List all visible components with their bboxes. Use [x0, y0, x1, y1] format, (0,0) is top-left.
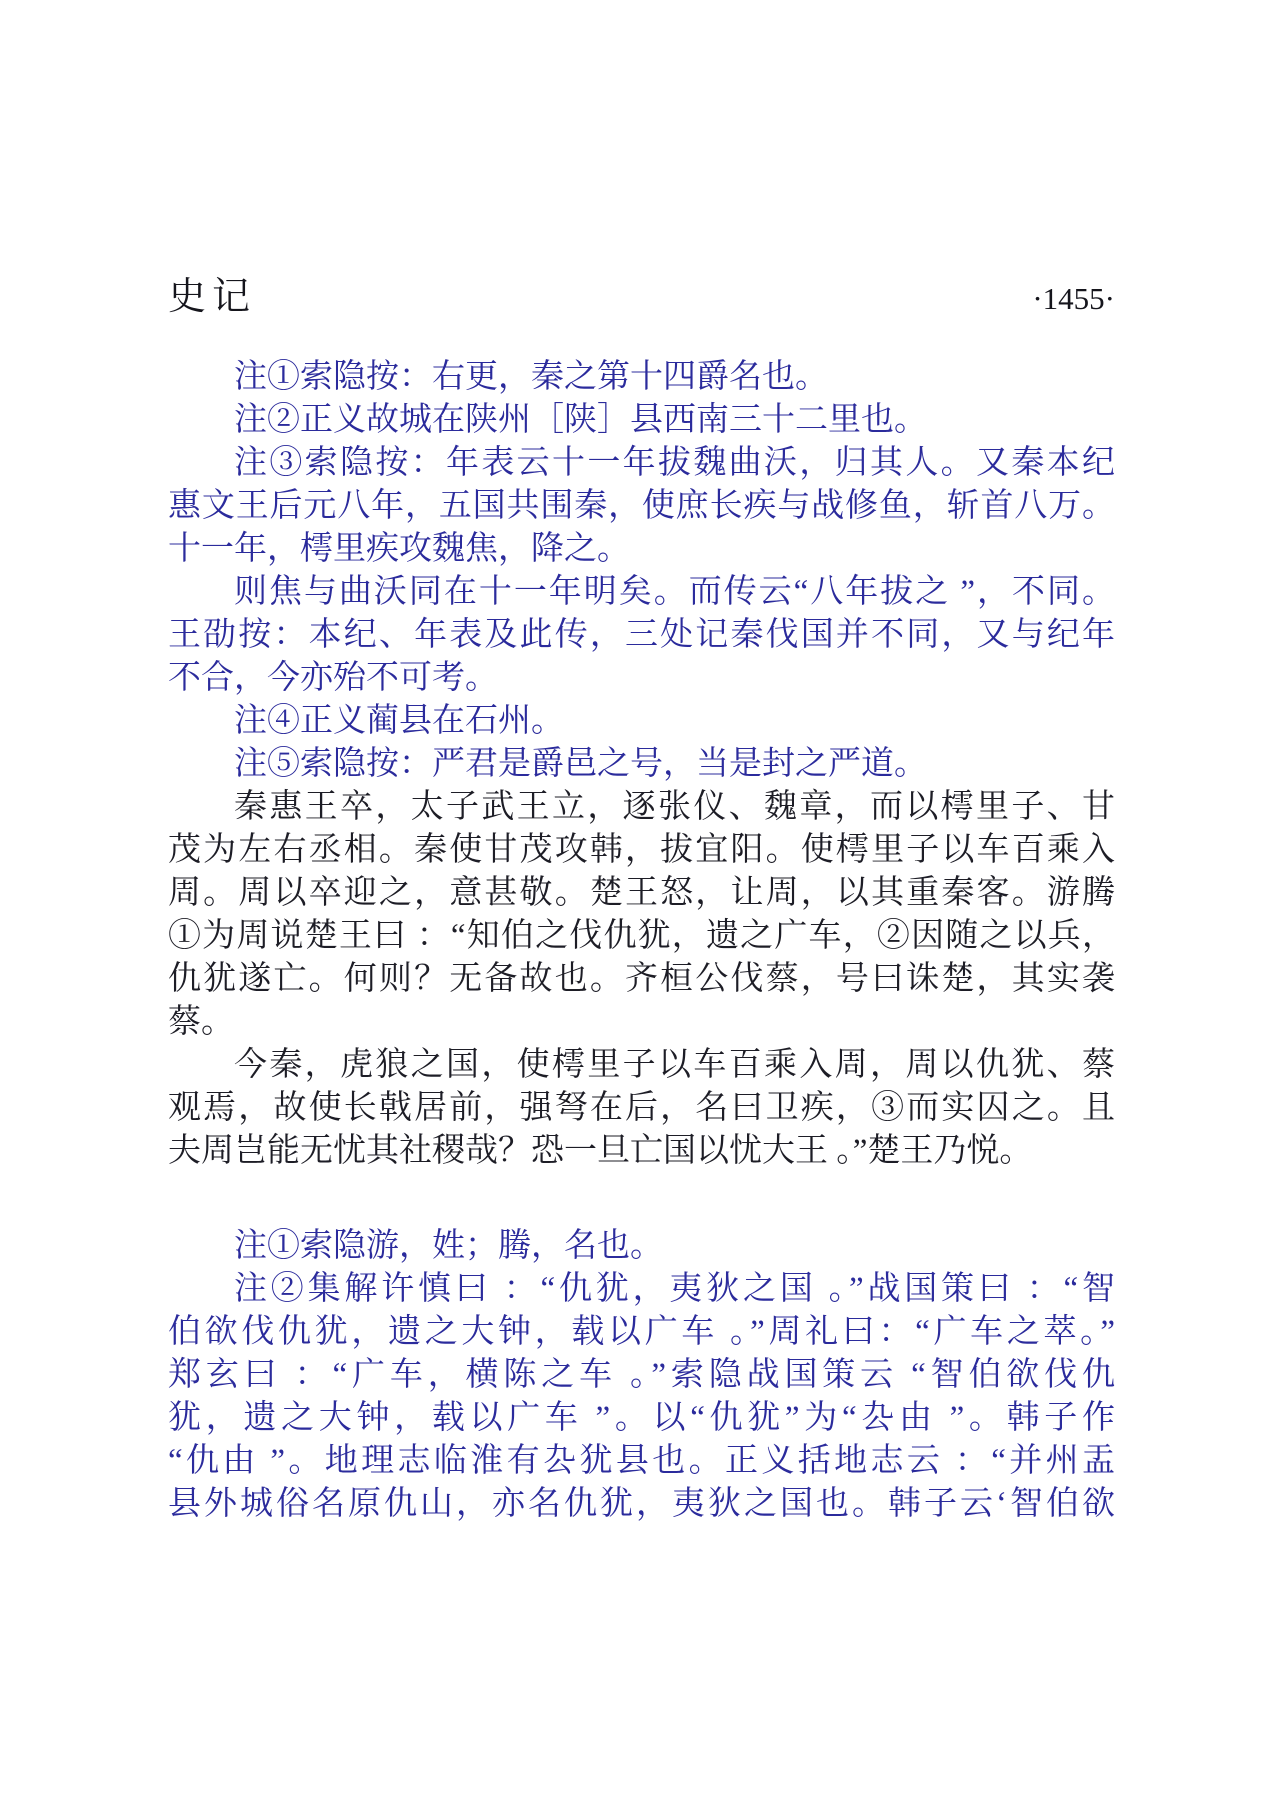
note-block-4: [168, 700, 1115, 743]
text-line: 十一年，樗里疾攻魏焦，降之。: [168, 531, 630, 567]
text-line: 周。周以卒迎之，意甚敬。楚王怒，让周，以其重秦客。游腾: [168, 875, 1115, 911]
page-number: ·1455·: [1032, 281, 1115, 316]
text-line: 仇犹遂亡。何则？无备故也。齐桓公伐蔡，号曰诛楚，其实袭: [168, 961, 1115, 997]
note-block-5: [168, 743, 1115, 786]
text-line: 王劭按：本纪、年表及此传，三处记秦伐国并不同，又与纪年: [168, 617, 1115, 653]
text-line: 伯欲伐仇犹，遗之大钟，载以广车 。”周礼曰：“广车之萃。”: [168, 1314, 1115, 1350]
text-line: 蔡。: [168, 1004, 234, 1040]
text-line: ①为周说楚王曰 ：“知伯之伐仇犹，遗之广车，②因随之以兵，: [168, 918, 1115, 954]
note-block-7: [168, 1268, 1115, 1526]
text-line: 郑玄曰 ：“广车，横陈之车 。”索隐战国策云 “智伯欲伐仇: [168, 1357, 1115, 1393]
text-line: 不合，今亦殆不可考。: [168, 660, 498, 696]
text-line: 注③索隐按：年表云十一年拔魏曲沃，归其人。又秦本纪: [234, 445, 1115, 481]
text-line: 秦惠王卒，太子武王立，逐张仪、魏章，而以樗里子、甘: [234, 789, 1115, 825]
note-block-1: [168, 356, 1115, 399]
text-line: 今秦，虎狼之国，使樗里子以车百乘入周，周以仇犹、蔡: [234, 1047, 1115, 1083]
text-block: [168, 356, 1115, 1526]
text-line: 注②正义故城在陕州［陕］县西南三十二里也。: [234, 402, 927, 438]
text-line: 注①索隐按：右更，秦之第十四爵名也。: [234, 359, 828, 395]
note-block-2: [168, 399, 1115, 442]
text-line: 犹，遗之大钟，载以广车 ”。以“仇犹”为“厹由 ”。韩子作: [168, 1400, 1115, 1436]
text-line: “仇由 ”。地理志临淮有厹犹县也。正义括地志云 ：“并州盂: [168, 1443, 1115, 1479]
text-line: 注②集解许慎曰 ：“仇犹，夷狄之国 。”战国策曰 ：“智: [234, 1271, 1115, 1307]
body-paragraph-1: [168, 786, 1115, 1044]
text-line: 夫周岂能无忧其社稷哉？恐一旦亡国以忧大王 。”楚王乃悦。: [168, 1133, 1033, 1169]
text-line: 注④正义蔺县在石州。: [234, 703, 564, 739]
note-block-6: [168, 1225, 1115, 1268]
text-line: 观焉，故使长戟居前，强弩在后，名曰卫疾，③而实囚之。且: [168, 1090, 1115, 1126]
note-block-3-continued: [168, 571, 1115, 700]
page-header: [168, 265, 1115, 320]
text-line: 茂为左右丞相。秦使甘茂攻韩，拔宜阳。使樗里子以车百乘入: [168, 832, 1115, 868]
note-block-3: [168, 442, 1115, 571]
text-line: 则焦与曲沃同在十一年明矣。而传云“八年拔之 ”，不同。: [234, 574, 1115, 610]
text-line: 注⑤索隐按：严君是爵邑之号，当是封之严道。: [234, 746, 927, 782]
text-line: 县外城俗名原仇山，亦名仇犹，夷狄之国也。韩子云‘智伯欲: [168, 1486, 1115, 1522]
text-line: 惠文王后元八年，五国共围秦，使庶长疾与战修鱼，斩首八万。: [168, 488, 1115, 524]
body-paragraph-2: [168, 1044, 1115, 1173]
text-line: 注①索隐游，姓；腾，名也。: [234, 1228, 663, 1264]
book-title: 史记: [168, 276, 257, 318]
